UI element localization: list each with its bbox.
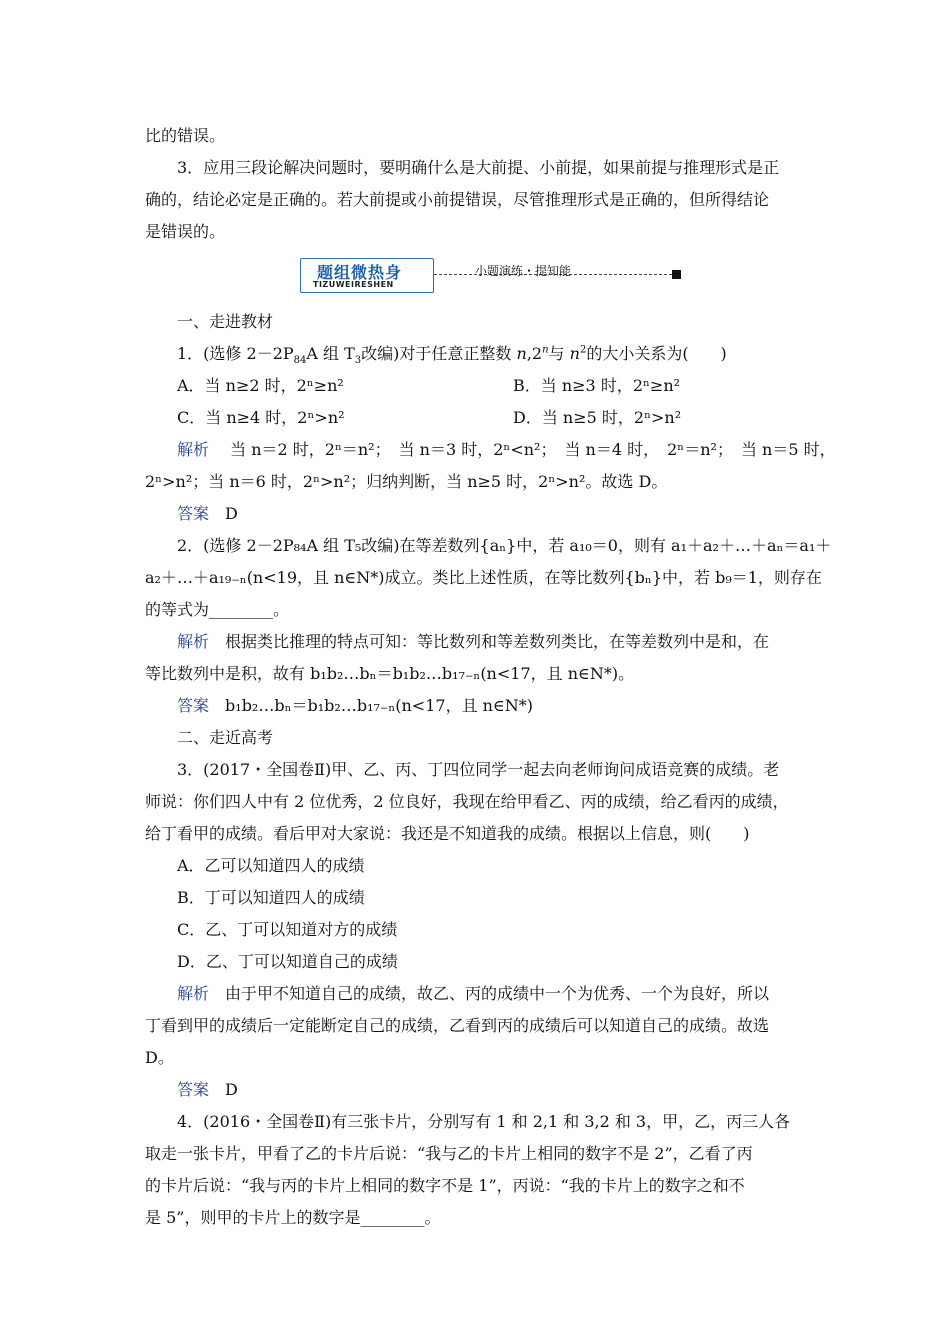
question-2-answer: 答案 b₁b₂…bₙ＝b₁b₂…b₁₇₋ₙ(n<17，且 n∈N*) [177, 696, 534, 715]
question-1-explanation-line-2: 2ⁿ>n²；当 n＝6 时，2ⁿ>n²；归纳判断，当 n≥5 时，2ⁿ>n²。故选 D。 [145, 472, 668, 491]
question-4-line-2: 取走一张卡片，甲看了乙的卡片后说：“我与乙的卡片上相同的数字不是 2”，乙看了丙 [145, 1144, 753, 1163]
question-3-answer: 答案 D [177, 1080, 238, 1099]
question-3-option-a: A．乙可以知道四人的成绩 [177, 856, 365, 875]
question-2-explanation-line-1: 解析 根据类比推理的特点可知：等比数列和等差数列类比，在等差数列中是和，在 [177, 632, 770, 651]
explanation-label: 解析 [177, 440, 210, 459]
explanation-label: 解析 [177, 984, 210, 1003]
answer-label: 答案 [177, 1080, 210, 1099]
question-1-answer: 答案 D [177, 504, 238, 523]
question-3-explanation-line-2: 丁看到甲的成绩后一定能断定自己的成绩，乙看到丙的成绩后可以知道自己的成绩。故选 [145, 1016, 770, 1035]
question-3-option-c: C．乙、丁可以知道对方的成绩 [177, 920, 398, 939]
explanation-label: 解析 [177, 632, 210, 651]
section-heading-2: 二、走近高考 [177, 728, 274, 747]
banner-square-icon [672, 270, 681, 279]
intro-point-3-line-3: 是错误的。 [145, 222, 226, 241]
question-1-explanation-line-1: 解析 当 n＝2 时，2ⁿ＝n²； 当 n＝3 时，2ⁿ<n²； 当 n＝4 时， 2ⁿ＝n²； 当 n＝5 时， [177, 440, 836, 459]
answer-label: 答案 [177, 504, 210, 523]
question-3-option-d: D．乙、丁可以知道自己的成绩 [177, 952, 398, 971]
question-1-stem: 1．(选修 $2-2P_{84}A$ 组 $T_3$改编)对于任意正整数 n,2$^n$与 $n^2$的大小关系为( ) [177, 344, 727, 367]
intro-line-0: 比的错误。 [145, 126, 226, 145]
question-3-option-b: B．丁可以知道四人的成绩 [177, 888, 365, 907]
question-2-line-1: 2．(选修 2－2P₈₄A 组 T₅改编)在等差数列{aₙ}中，若 a₁₀＝0，则有 a₁＋a₂＋…＋aₙ＝a₁＋ [177, 536, 832, 555]
section-banner [300, 258, 685, 292]
banner-tab [300, 258, 434, 293]
question-4-line-1: 4．(2016・全国卷Ⅱ)有三张卡片，分别写有 1 和 2,1 和 3,2 和 3，甲，乙，丙三人各 [177, 1112, 791, 1131]
question-1-option-d: D．当 n≥5 时，2ⁿ>n² [513, 408, 682, 427]
question-2-line-2: a₂＋…＋a₁₉₋ₙ(n<19，且 n∈N*)成立。类比上述性质，在等比数列{bₙ}中，若 b₉＝1，则存在 [145, 568, 822, 587]
question-2-explanation-line-2: 等比数列中是积，故有 b₁b₂…bₙ＝b₁b₂…b₁₇₋ₙ(n<17，且 n∈N*)。 [145, 664, 635, 683]
question-3-explanation-line-1: 解析 由于甲不知道自己的成绩，故乙、丙的成绩中一个为优秀、一个为良好，所以 [177, 984, 770, 1003]
intro-point-3-line-1: 3．应用三段论解决问题时，要明确什么是大前提、小前提，如果前提与推理形式是正 [177, 158, 780, 177]
answer-label: 答案 [177, 696, 210, 715]
banner-title: 题组微热身 [317, 263, 403, 282]
question-1-option-b: B．当 n≥3 时，2ⁿ≥n² [513, 376, 681, 395]
question-3-line-2: 师说：你们四人中有 2 位优秀，2 位良好，我现在给甲看乙、丙的成绩，给乙看丙的成绩， [145, 792, 789, 811]
intro-point-3-line-2: 确的，结论必定是正确的。若大前提或小前提错误，尽管推理形式是正确的，但所得结论 [145, 190, 770, 209]
question-4-line-3: 的卡片后说：“我与丙的卡片上相同的数字不是 1”，丙说：“我的卡片上的数字之和不 [145, 1176, 745, 1195]
section-heading-1: 一、走进教材 [177, 312, 274, 331]
question-4-line-4: 是 5”，则甲的卡片上的数字是________。 [145, 1208, 441, 1227]
question-3-explanation-line-3: D。 [145, 1048, 174, 1067]
question-3-line-1: 3．(2017・全国卷Ⅱ)甲、乙、丙、丁四位同学一起去向老师询问成语竞赛的成绩。老 [177, 760, 780, 779]
question-1-option-a: A．当 n≥2 时，2ⁿ≥n² [177, 376, 344, 395]
banner-subtitle: TIZUWEIRESHEN [313, 280, 394, 289]
question-2-line-3: 的等式为________。 [145, 600, 290, 619]
question-3-line-3: 给丁看甲的成绩。看后甲对大家说：我还是不知道我的成绩。根据以上信息，则( ) [145, 824, 750, 843]
question-1-option-c: C．当 n≥4 时，2ⁿ>n² [177, 408, 345, 427]
banner-right-label: 小题演练・提知能 [475, 264, 572, 278]
